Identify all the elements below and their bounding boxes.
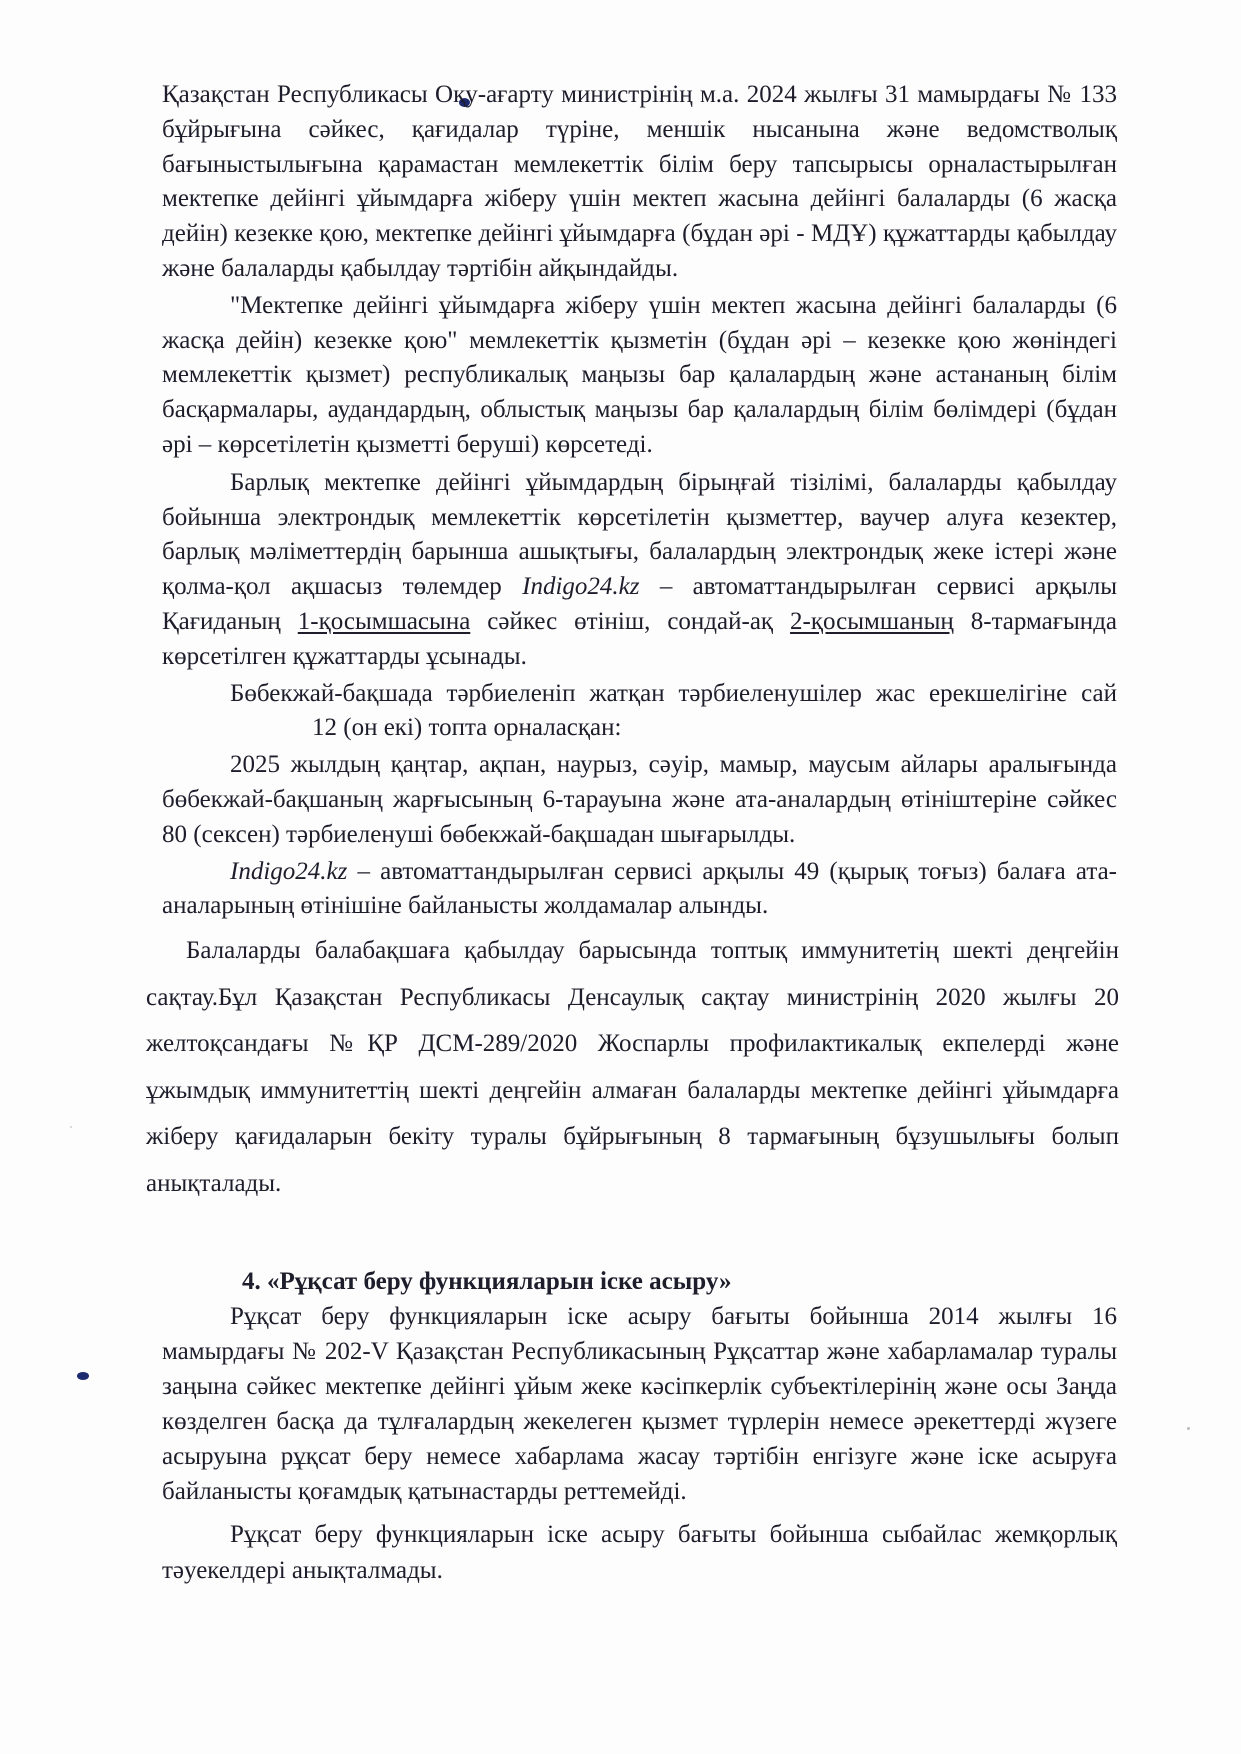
appendix-1-link[interactable]: 1-қосымшасына [297, 607, 471, 635]
paragraph-discharged-children: 2025 жылдың қаңтар, ақпан, наурыз, сәуір, мамыр, маусым айлары аралығында бөбекжай-бақшаның жарғысының 6-тарауына және ата-аналардың өтініштеріне сәйкес 80 (сексен) тәрбиеленуші бөбекжай-бақшадан шығарылды. [162, 751, 1117, 848]
text-run: 12 (он екі) топта орналасқан: [312, 714, 622, 742]
site-name: Indigo24.kz [230, 857, 348, 885]
appendix-2-link[interactable]: 2-қосымшаның [790, 607, 954, 635]
paragraph-queue-service: "Мектепке дейінгі ұйымдарға жіберу үшін мектеп жасына дейінгі балаларды (6 жасқа дейін) кезекке қою" мемлекеттік қызметін (бұдан әрі – кезекке қою жөніндегі мемлекеттік қызмет) республикалық маңызы бар қалалардың және астананың білім басқармалары, аудандардың, облыстық маңызы бар қалалардың білім бөлімдері (бұдан әрі – көрсетілетін қызметті беруші) көрсетеді. [162, 291, 1117, 458]
document-body [146, 78, 1119, 1589]
speck-mark [1187, 1427, 1190, 1430]
paragraph-referrals [162, 855, 1117, 925]
paragraph-immunity-violation: Балаларды балабақшаға қабылдау барысында топтық иммунитетің шекті деңгейін сақтау.Бұл Қазақстан Республикасы Денсаулық сақтау министрінің 2020 жылғы 20 желтоқсандағы №ҚР ДСМ-289/2020 Жоспарлы профилактикалық екпелерді және ұжымдық иммунитеттің шекті деңгейін алмаған балаларды мектепке дейінгі ұйымдарға жіберу қағидаларын бекіту туралы бұйрығының 8 тармағының бұзушылығы болып анықталады. [146, 937, 1119, 1197]
ink-dot-mark [77, 1372, 89, 1380]
text-run: сәйкес өтініш, сондай-ақ [470, 607, 791, 635]
section-heading-4: 4. «Рұқсат беру функцияларын іске асыру» [242, 1268, 732, 1296]
text-run: – автоматтандырылған сервисі арқылы 49 (қырық тоғыз) балаға ата-аналарының өтінішіне байланысты жолдамалар алынды. [162, 857, 1117, 920]
paragraph-electronic-services [162, 466, 1117, 675]
paragraph-groups [162, 677, 1117, 747]
paragraph-no-corruption-risks: Рұқсат беру функцияларын іске асыру бағыты бойынша сыбайлас жемқорлық тәуекелдері анықталмады. [162, 1521, 1117, 1585]
text-run: – автоматтандырылған сервисі арқылы Қағиданың [162, 573, 1117, 635]
text-run: Барлық мектепке дейінгі ұйымдардың бірыңғай тізілімі, балаларды қабылдау бойынша электрондық мемлекеттік көрсетілетін қызметтер, ваучер алуға кезектер, барлық мәліметтердің барынша ашықтығы, балалардың электрондық жеке істері және қолма-қол ақшасыз төлемдер [162, 468, 1117, 601]
paragraph-permits-law: Рұқсат беру функцияларын іске асыру бағыты бойынша 2014 жылғы 16 мамырдағы № 202-V Қазақстан Республикасының Рұқсаттар және хабарламалар туралы заңына сәйкес мектепке дейінгі ұйым жеке кәсіпкерлік субъектілерінің және осы Заңда көзделген басқа да тұлғалардың жекелеген қызмет түрлерін немесе әрекеттерді жүзеге асыруына рұқсат беру немесе хабарлама жасау тәртібін енгізуге және іске асыруға байланысты қоғамдық қатынастарды реттемейді. [162, 1303, 1117, 1506]
speck-mark [70, 1126, 72, 1128]
site-name: Indigo24.kz [522, 573, 640, 601]
paragraph-ministry-order: Қазақстан Республикасы Оқу-ағарту министрінің м.а. 2024 жылғы 31 мамырдағы № 133 бұйрығына сәйкес, қағидалар түріне, меншік нысанына және ведомстволық бағыныстылығына қарамастан мемлекеттік білім беру тапсырысы орналастырылған мектепке дейінгі ұйымдарға жіберу үшін мектеп жасына дейінгі балаларды (6 жасқа дейін) кезекке қою, мектепке дейінгі ұйымдарға (бұдан әрі - МДҰ) құжаттарды қабылдау және балаларды қабылдау тәртібін айқындайды. [162, 81, 1117, 282]
text-run: 8-тармағында көрсетілген құжаттарды ұсынады. [162, 607, 1118, 670]
text-run: Бөбекжай-бақшада тәрбиеленіп жатқан тәрбиеленушілер жас ерекшелігіне сай [230, 679, 1117, 707]
